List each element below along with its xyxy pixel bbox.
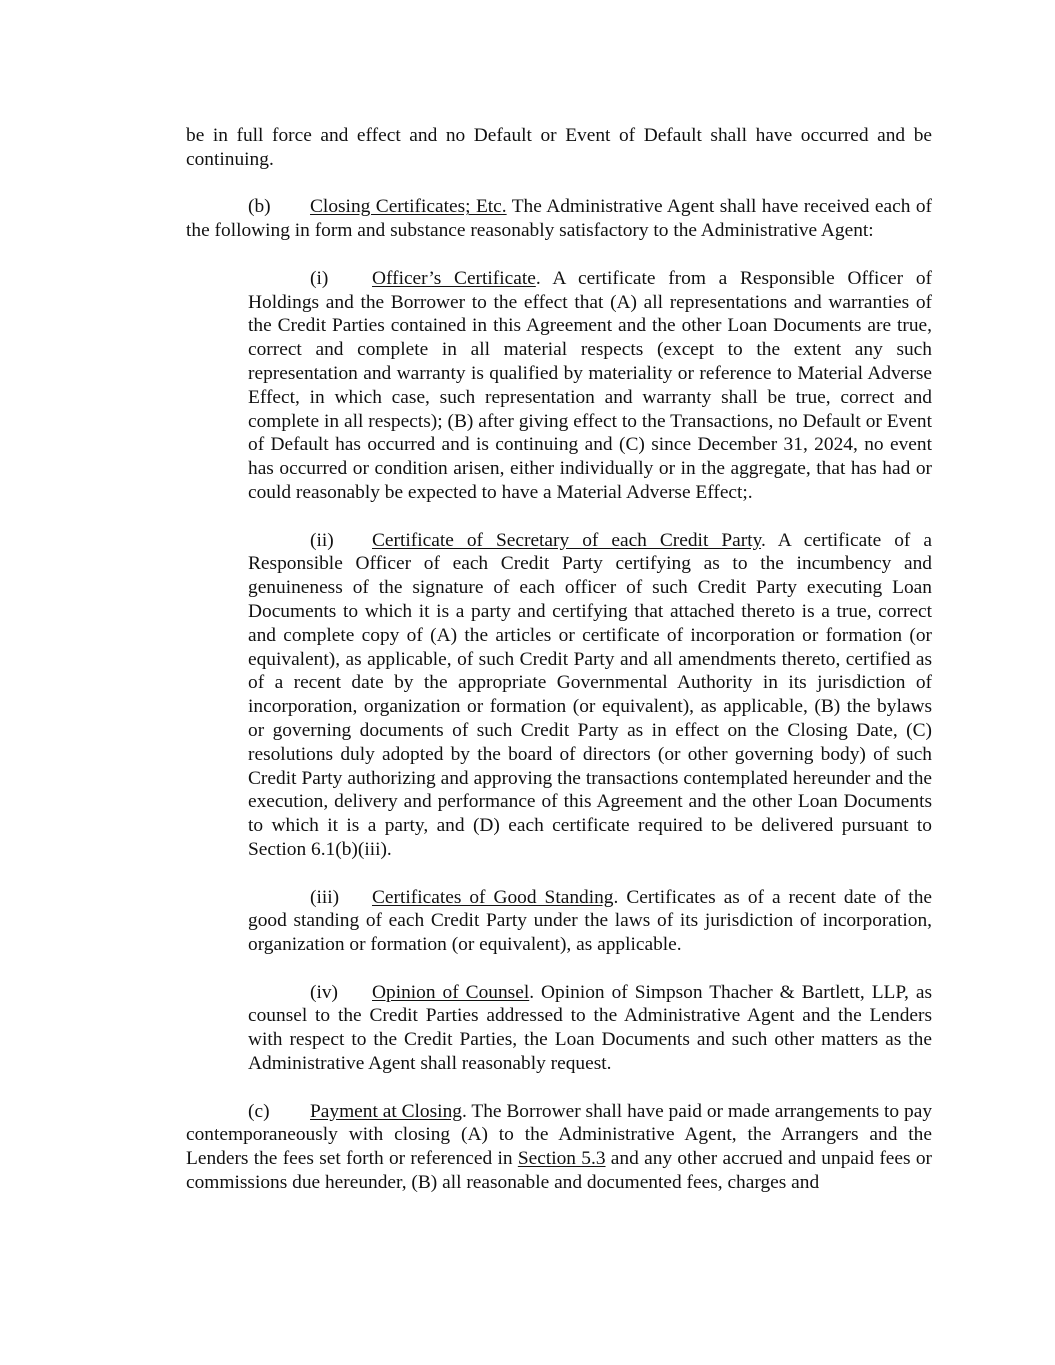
item-ii-heading: Certificate of Secretary of each Credit Party [372,529,762,551]
continuation-paragraph: be in full force and effect and no Default or Event of Default shall have occurred and be continuing. [186,125,932,170]
item-ii-body: . A certificate of a Responsible Officer of each Credit Party certifying as to the incumbency and genuineness of the signature of each officer of such Credit Party executing Loan Documents to which it is a party and certifying that attached thereto is a true, correct and complete copy of (A) the articles or certificate of incorporation or formation (or equivalent), as applicable, of such Credit Party and all amendments thereto, certified as of a recent date by the appropriate Governmental Authority in its jurisdiction of incorporation, organization or formation (or equivalent), as applicable, (B) the bylaws or governing documents of such Credit Party as in effect on the Closing Date, (C) resolutions duly adopted by the board of directors (or other governing body) of such Credit Party authorizing and approving the transactions contemplated hereunder and the execution, delivery and performance of this Agreement and the other Loan Documents to which it is a party, and (D) each certificate required to be delivered pursuant to Section 6.1(b)(iii). [248,529,932,860]
section-b-heading: Closing Certificates; Etc. [310,196,507,218]
item-ii-paragraph [248,529,932,862]
section-c-body-1: . The Borrower shall have paid or made arrangements to pay contemporaneously with closing (A) to the Administrative Agent, the Arrangers and the Lenders the fees set forth or referenced in [186,1100,933,1170]
section-c-body-2: and any other accrued and unpaid fees or commissions due hereunder, (B) all reasonable and documented fees, charges and [186,1148,932,1194]
item-iv-body: . Opinion of Simpson Thacher & Bartlett, LLP, as counsel to the Credit Parties addressed to the Administrative Agent and the Lenders with respect to the Credit Parties, the Loan Documents and such other matters as the Administrative Agent shall reasonably request. [248,981,933,1075]
section-b-marker: (b) [248,196,271,218]
item-i-body: . A certificate from a Responsible Officer of Holdings and the Borrower to the effect that (A) all representations and warranties of the Credit Parties contained in this Agreement and the other Loan Documents are true, correct and complete in all material respects (except to the extent any such representation and warranty is qualified by materiality or reference to Material Adverse Effect, in which case, such representation and warranty shall be true, correct and complete in all respects); (B) after giving effect to the Transactions, no Default or Event of Default has occurred and is continuing and (C) since December 31, 2024, no event has occurred or condition arisen, either individually or in the aggregate, that has had or could reasonably be expected to have a Material Adverse Effect;. [248,267,932,503]
item-iv-heading: Opinion of Counsel [372,981,530,1003]
section-b-paragraph [186,195,932,243]
item-iii-marker: (iii) [310,886,340,908]
section-c-heading: Payment at Closing [310,1100,462,1122]
section-c-paragraph [186,1100,932,1195]
item-iv-paragraph [248,981,932,1076]
item-iii-heading: Certificates of Good Standing [372,886,614,908]
section-5-3-reference: Section 5.3 [517,1148,606,1170]
item-i-paragraph [248,267,932,505]
item-i-marker: (i) [310,267,329,289]
item-iv-marker: (iv) [310,981,338,1003]
section-b-body: The Administrative Agent shall have received each of the following in form and substance reasonably satisfactory to the Administrative Agent: [186,196,932,242]
item-iii-body: . Certificates as of a recent date of the good standing of each Credit Party under the laws of its jurisdiction of incorporation, organization or formation (or equivalent), as applicable. [248,886,932,956]
section-c-marker: (c) [248,1100,270,1122]
section-b-items [248,267,932,1076]
item-iii-paragraph [248,886,932,957]
item-i-heading: Officer’s Certificate [372,267,536,289]
item-ii-marker: (ii) [310,529,334,551]
document-page [186,124,932,1195]
